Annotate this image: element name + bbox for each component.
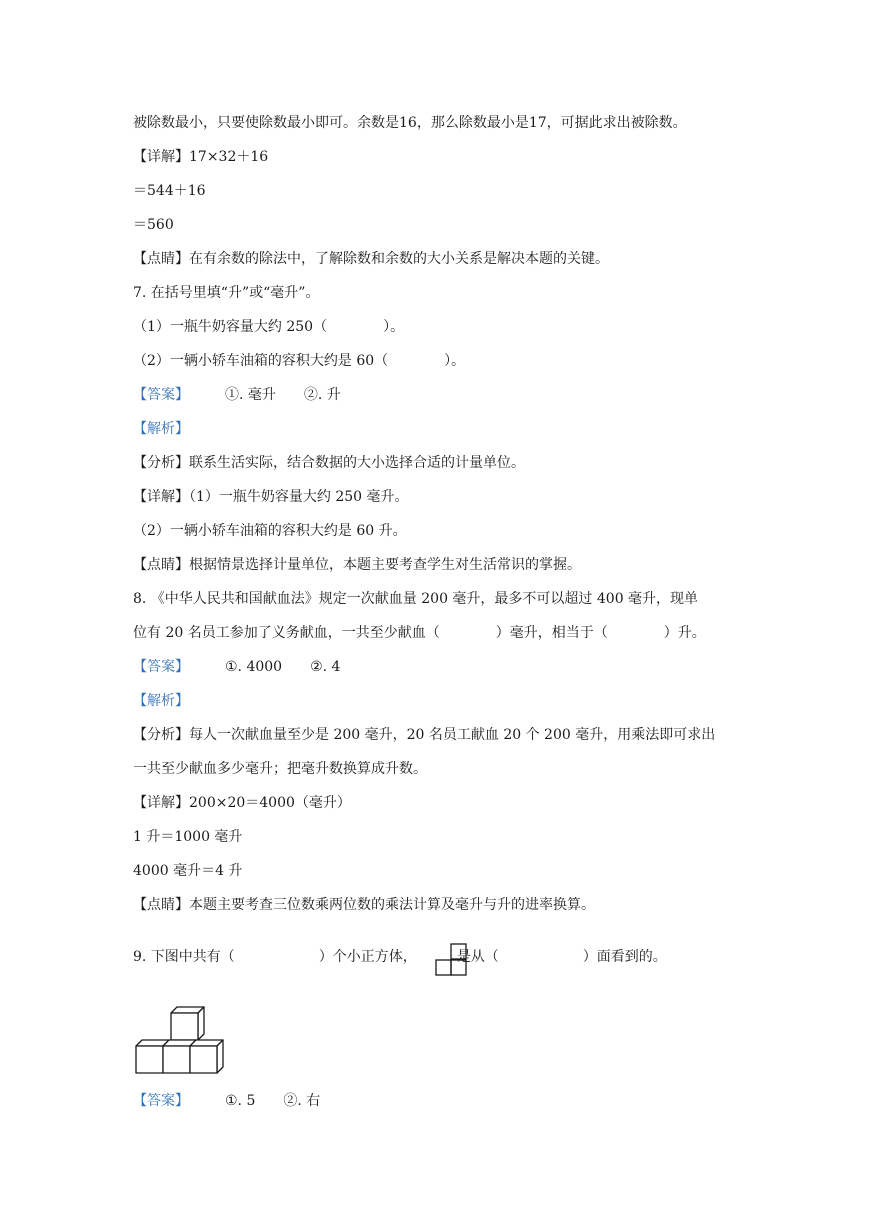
part-text: ）。 bbox=[444, 353, 466, 369]
question-7-part-1 bbox=[133, 318, 404, 336]
text-line bbox=[133, 250, 609, 268]
stem-text: ）升。 bbox=[663, 625, 706, 641]
text-line bbox=[133, 148, 268, 166]
analysis-text: 联系生活实际，结合数据的大小选择合适的计量单位。 bbox=[189, 455, 525, 471]
answer-line bbox=[133, 1092, 320, 1110]
note-text: 在有余数的除法中，了解除数和余数的大小关系是解决本题的关键。 bbox=[189, 251, 609, 267]
part-text: ）。 bbox=[383, 319, 405, 335]
stem-text: ）面看到的。 bbox=[582, 949, 667, 965]
equation: ＝560 bbox=[133, 217, 174, 233]
side-view-figure bbox=[434, 943, 468, 977]
note-text: 本题主要考查三位数乘两位数的乘法计算及毫升与升的进率换算。 bbox=[189, 897, 595, 913]
detail-text: 4000 毫升＝4 升 bbox=[133, 863, 243, 879]
answer-tag: 【答案】 bbox=[133, 1093, 189, 1109]
question-8-stem: 8. 《中华人民共和国献血法》规定一次献血量 200 毫升，最多不可以超过 400 毫升，现单 bbox=[133, 591, 699, 607]
detail-text: （2）一辆小轿车油箱的容积大约是 60 升。 bbox=[133, 523, 407, 539]
detail-tag: 【详解】 bbox=[133, 149, 189, 165]
stem-text: 位有 20 名员工参加了义务献血，一共至少献血（ bbox=[133, 625, 440, 641]
answer-tag: 【答案】 bbox=[133, 659, 189, 675]
text-line bbox=[133, 794, 351, 812]
answer-1: ①. 4000 bbox=[225, 659, 283, 675]
answer-1: ①. 5 bbox=[225, 1093, 256, 1109]
answer-2: ②. 右 bbox=[283, 1093, 321, 1109]
note-tag: 【点睛】 bbox=[133, 251, 189, 267]
analysis-text: 每人一次献血量至少是 200 毫升，20 名员工献血 20 个 200 毫升，用乘法即可求出 bbox=[189, 727, 716, 743]
question-9-stem bbox=[133, 948, 667, 966]
question-8-stem-2 bbox=[133, 624, 706, 642]
detail-text: （1）一瓶牛奶容量大约 250 毫升。 bbox=[189, 489, 409, 505]
equation: 17×32＋16 bbox=[189, 149, 269, 165]
detail-tag: 【详解】 bbox=[133, 489, 189, 505]
answer-line bbox=[133, 386, 341, 404]
analysis-subtag: 【分析】 bbox=[133, 727, 189, 743]
answer-2: ②. 4 bbox=[310, 659, 341, 675]
detail-text: 1 升＝1000 毫升 bbox=[133, 829, 243, 845]
stem-text: 9. 下图中共有（ bbox=[133, 949, 235, 965]
text-line bbox=[133, 556, 581, 574]
cube-stack-figure bbox=[135, 1006, 227, 1076]
analysis-tag: 【解析】 bbox=[133, 693, 189, 709]
question-7-part-2 bbox=[133, 352, 465, 370]
text-line bbox=[133, 454, 525, 472]
text-line bbox=[133, 488, 409, 506]
note-tag: 【点睛】 bbox=[133, 557, 189, 573]
text-line bbox=[133, 896, 595, 914]
question-7-stem: 7. 在括号里填“升”或“毫升”。 bbox=[133, 285, 320, 301]
stem-text: ）毫升，相当于（ bbox=[495, 625, 608, 641]
answer-tag: 【答案】 bbox=[133, 387, 189, 403]
answer-line bbox=[133, 658, 340, 676]
text-line bbox=[133, 726, 715, 744]
detail-text: 200×20＝4000（毫升） bbox=[189, 795, 351, 811]
stem-text: ）个小正方体， bbox=[318, 949, 417, 965]
stem-text: 是从（ bbox=[456, 949, 499, 965]
note-text: 根据情景选择计量单位，本题主要考查学生对生活常识的掌握。 bbox=[189, 557, 581, 573]
text-line: 被除数最小，只要使除数最小即可。余数是16，那么除数最小是17，可据此求出被除数。 bbox=[133, 115, 687, 131]
note-tag: 【点睛】 bbox=[133, 897, 189, 913]
analysis-subtag: 【分析】 bbox=[133, 455, 189, 471]
detail-tag: 【详解】 bbox=[133, 795, 189, 811]
part-text: （1）一瓶牛奶容量大约 250（ bbox=[133, 319, 328, 335]
equation: ＝544＋16 bbox=[133, 183, 206, 199]
answer-2: ②. 升 bbox=[303, 387, 341, 403]
part-text: （2）一辆小轿车油箱的容积大约是 60（ bbox=[133, 353, 389, 369]
analysis-text: 一共至少献血多少毫升；把毫升数换算成升数。 bbox=[133, 761, 427, 777]
analysis-tag: 【解析】 bbox=[133, 421, 189, 437]
answer-1: ①. 毫升 bbox=[225, 387, 276, 403]
